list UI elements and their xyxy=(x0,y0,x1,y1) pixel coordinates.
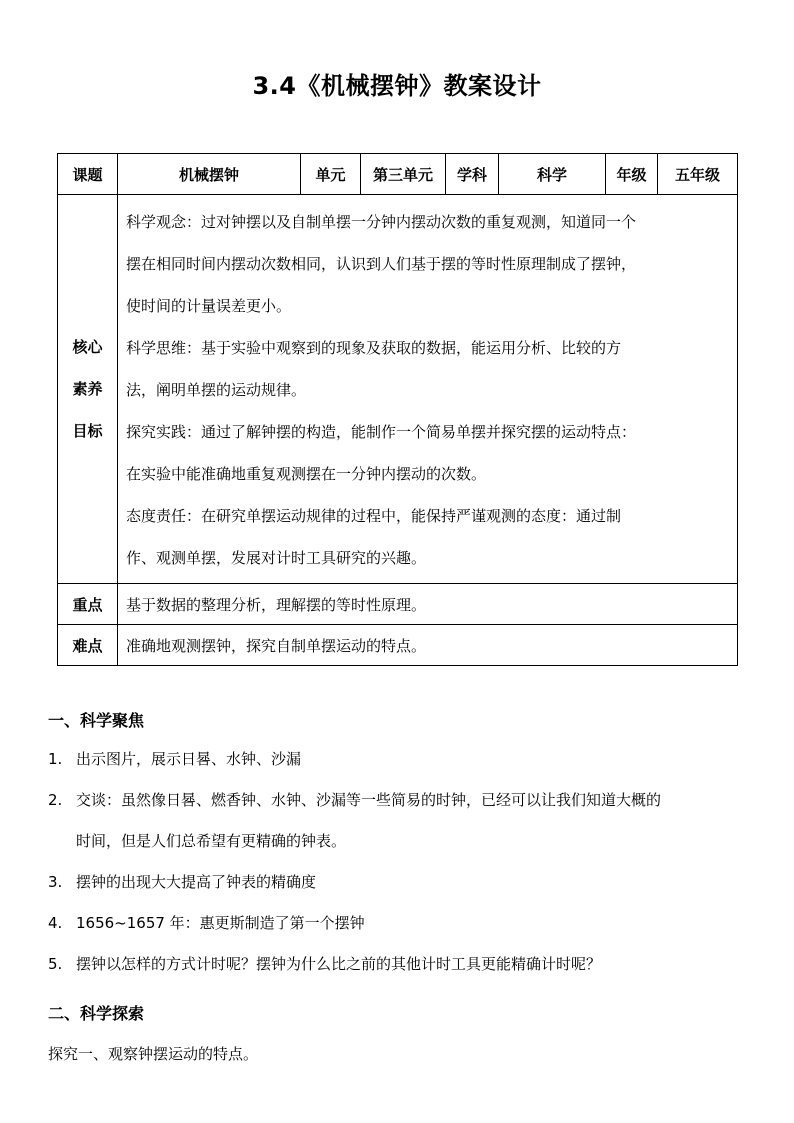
key-point-row xyxy=(58,584,738,625)
section-heading-explore: 二、科学探索 xyxy=(48,1004,145,1023)
list-item-text: 出示图片，展示日晷、水钟、沙漏 xyxy=(76,750,302,768)
list-item-text: 1656~1657 年：惠更斯制造了第一个摆钟 xyxy=(76,914,365,932)
core-line: 使时间的计量误差更小。 xyxy=(126,297,292,315)
key-point-label: 重点 xyxy=(58,584,118,625)
core-line: 科学思维：基于实验中观察到的现象及获取的数据，能运用分析、比较的方 xyxy=(126,339,622,357)
difficult-point-text: 准确地观测摆钟，探究自制单摆运动的特点。 xyxy=(118,625,738,666)
list-item-number: 3. xyxy=(48,873,63,891)
unit-value: 第三单元 xyxy=(361,154,446,195)
focus-list xyxy=(48,739,748,985)
list-item-text xyxy=(76,780,748,862)
list-item xyxy=(48,739,748,780)
grade-label: 年级 xyxy=(606,154,658,195)
core-goals-label xyxy=(58,195,118,584)
page-title: 3.4《机械摆钟》教案设计 xyxy=(252,72,542,100)
core-line: 态度责任：在研究单摆运动规律的过程中，能保持严谨观测的态度：通过制 xyxy=(126,507,622,525)
explore-text: 探究一、观察钟摆运动的特点。 xyxy=(48,1045,259,1063)
section-heading-focus: 一、科学聚焦 xyxy=(48,711,145,730)
core-goals-row xyxy=(58,195,738,584)
list-item xyxy=(48,862,748,903)
core-line: 作、观测单摆，发展对计时工具研究的兴趣。 xyxy=(126,549,427,567)
list-item-line: 交谈：虽然像日晷、燃香钟、水钟、沙漏等一些简易的时钟，已经可以让我们知道大概的 xyxy=(76,791,662,809)
list-item-number: 4. xyxy=(48,914,63,932)
list-item xyxy=(48,944,748,985)
topic-label: 课题 xyxy=(58,154,118,195)
key-point-text: 基于数据的整理分析，理解摆的等时性原理。 xyxy=(118,584,738,625)
list-item xyxy=(48,903,748,944)
subject-value: 科学 xyxy=(499,154,606,195)
subject-label: 学科 xyxy=(446,154,499,195)
list-item-text: 摆钟以怎样的方式计时呢？摆钟为什么比之前的其他计时工具更能精确计时呢？ xyxy=(76,955,602,973)
unit-label: 单元 xyxy=(301,154,361,195)
core-line: 摆在相同时间内摆动次数相同，认识到人们基于摆的等时性原理制成了摆钟， xyxy=(126,255,637,273)
difficult-point-row xyxy=(58,625,738,666)
list-item-text: 摆钟的出现大大提高了钟表的精确度 xyxy=(76,873,317,891)
core-label-line: 核心 xyxy=(72,338,103,356)
core-line: 探究实践：通过了解钟摆的构造，能制作一个简易单摆并探究摆的运动特点： xyxy=(126,423,637,441)
list-item-number: 5. xyxy=(48,955,63,973)
lesson-info-table xyxy=(57,153,738,666)
core-goals-content xyxy=(118,195,738,584)
difficult-point-label: 难点 xyxy=(58,625,118,666)
core-line: 科学观念：过对钟摆以及自制单摆一分钟内摆动次数的重复观测，知道同一个 xyxy=(126,213,637,231)
grade-value: 五年级 xyxy=(658,154,738,195)
core-line: 在实验中能准确地重复观测摆在一分钟内摆动的次数。 xyxy=(126,465,487,483)
topic-value: 机械摆钟 xyxy=(118,154,301,195)
core-label-line: 素养 xyxy=(72,380,103,398)
core-line: 法，阐明单摆的运动规律。 xyxy=(126,381,307,399)
list-item-number: 2. xyxy=(48,791,63,809)
core-label-line: 目标 xyxy=(72,422,103,440)
header-row xyxy=(58,154,738,195)
list-item-number: 1. xyxy=(48,750,63,768)
list-item-line: 时间，但是人们总希望有更精确的钟表。 xyxy=(76,832,347,850)
list-item xyxy=(48,780,748,862)
